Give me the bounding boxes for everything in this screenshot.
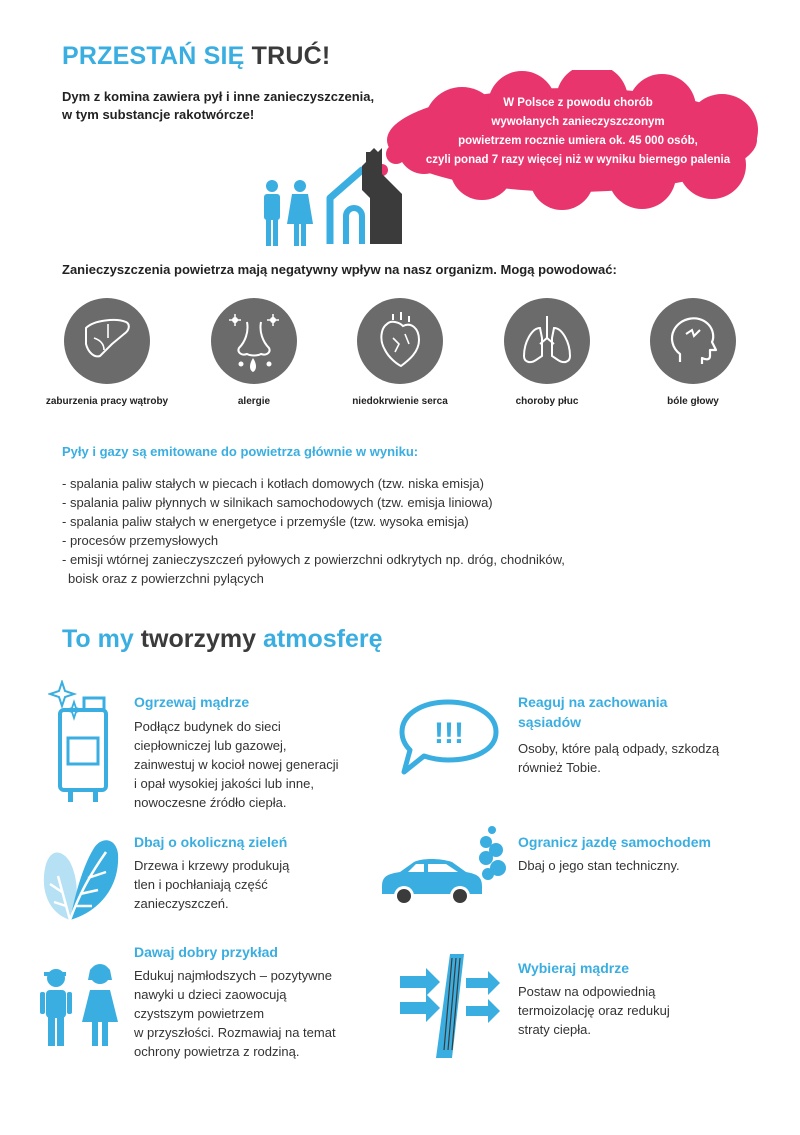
disease-label-headache: bóle głowy <box>667 396 719 407</box>
tip-line: zainwestuj w kocioł nowej generacji <box>134 757 339 772</box>
tip-example-text <box>134 966 394 1061</box>
tip-line: i opał wysokiej jakości lub inne, <box>134 776 314 791</box>
tip-line: w przyszłości. Rozmawiaj na temat <box>134 1025 336 1040</box>
tip-line: termoizolację oraz redukuj <box>518 1003 670 1018</box>
disease-label-liver: zaburzenia pracy wątroby <box>45 396 169 407</box>
intro-text <box>62 88 422 124</box>
tip-title-line: sąsiadów <box>518 714 582 730</box>
section-title-part1: To my <box>62 625 134 653</box>
lungs-icon <box>504 298 590 384</box>
list-item: - spalania paliw stałych w piecach i kotłach domowych (tzw. niska emisja) <box>62 476 484 491</box>
tip-example-title: Dawaj dobry przykład <box>134 944 278 960</box>
emissions-list <box>62 474 702 588</box>
speech-bubble-icon <box>398 698 500 778</box>
tip-line: ciepłowniczej lub gazowej, <box>134 738 287 753</box>
tip-line: Drzewa i krzewy produkują <box>134 858 290 873</box>
tip-line: nawyki u dzieci zaowocują <box>134 987 287 1002</box>
cloud-line4: czyli ponad 7 razy więcej niż w wyniku biernego palenia <box>425 154 731 166</box>
tip-heat-text <box>134 717 394 812</box>
tip-line: tlen i pochłaniają część <box>134 877 268 892</box>
tip-green-text <box>134 856 374 913</box>
title-part2: TRUĆ! <box>251 42 331 70</box>
boiler-icon <box>48 680 116 804</box>
cloud-line1: W Polsce z powodu chorób <box>503 97 653 109</box>
tip-react-title <box>518 692 758 732</box>
emissions-heading: Pyły i gazy są emitowane do powietrza głównie w wyniku: <box>62 444 419 459</box>
cloud-line2: wywołanych zanieczyszczonym <box>491 116 665 128</box>
affects-heading: Zanieczyszczenia powietrza mają negatywny wpływ na nasz organizm. Mogą powodować: <box>62 262 617 277</box>
family-icon <box>258 178 318 248</box>
disease-label-lungs: choroby płuc <box>515 396 579 407</box>
section-title-part3: atmosferę <box>262 625 383 653</box>
page-title <box>62 42 330 71</box>
headache-icon <box>650 298 736 384</box>
tip-line: Dbaj o jego stan techniczny. <box>518 858 680 873</box>
list-item: - spalania paliw stałych w energetyce i przemyśle (tzw. wysoka emisja) <box>62 514 469 529</box>
tip-react-text <box>518 739 768 777</box>
insulation-icon <box>396 950 508 1062</box>
tip-line: nowoczesne źródło ciepła. <box>134 795 287 810</box>
disease-label-heart: niedokrwienie serca <box>352 396 448 407</box>
list-item: - emisji wtórnej zanieczyszczeń pyłowych z powierzchni odkrytych np. dróg, chodników, <box>62 552 565 567</box>
leaves-icon <box>40 832 122 922</box>
disease-label-allergy: alergie <box>237 396 271 407</box>
section-title-part2: tworzymy <box>140 625 257 653</box>
house-chimney-icon <box>322 148 412 248</box>
tip-choose-title: Wybieraj mądrze <box>518 960 630 976</box>
tip-title-line: Reaguj na zachowania <box>518 694 668 710</box>
heart-icon <box>357 298 443 384</box>
intro-line2: w tym substancje rakotwórcze! <box>62 107 255 122</box>
tip-car-text <box>518 856 768 875</box>
list-item: - spalania paliw płynnych w silnikach samochodowych (tzw. emisja liniowa) <box>62 495 493 510</box>
section-title <box>62 625 382 654</box>
tip-heat-title: Ogrzewaj mądrze <box>134 694 250 710</box>
tip-line: Edukuj najmłodszych – pozytywne <box>134 968 332 983</box>
cloud-statistic <box>398 94 758 170</box>
list-item: boisk oraz z powierzchni pylących <box>68 571 264 586</box>
tip-line: czystszym powietrzem <box>134 1006 265 1021</box>
liver-icon <box>64 298 150 384</box>
car-exhaust-icon <box>378 824 508 912</box>
tip-line: również Tobie. <box>518 760 601 775</box>
tip-choose-text <box>518 982 768 1039</box>
intro-line1: Dym z komina zawiera pył i inne zanieczyszczenia, <box>62 89 375 104</box>
children-icon <box>34 962 124 1048</box>
cloud-line3: powietrzem rocznie umiera ok. 45 000 osób, <box>458 135 698 147</box>
tip-line: zanieczyszczeń. <box>134 896 229 911</box>
tip-line: Postaw na odpowiednią <box>518 984 656 999</box>
tip-green-title: Dbaj o okoliczną zieleń <box>134 834 288 850</box>
tip-line: Podłącz budynek do sieci <box>134 719 281 734</box>
tip-line: Osoby, które palą odpady, szkodzą <box>518 741 720 756</box>
allergy-icon <box>211 298 297 384</box>
tip-line: straty ciepła. <box>518 1022 591 1037</box>
list-item: - procesów przemysłowych <box>62 533 219 548</box>
title-part1: PRZESTAŃ SIĘ <box>62 42 245 70</box>
bubble-exclamation: !!! <box>434 717 464 750</box>
tip-car-title: Ogranicz jazdę samochodem <box>518 834 711 850</box>
tip-line: ochrony powietrza z rodziną. <box>134 1044 300 1059</box>
